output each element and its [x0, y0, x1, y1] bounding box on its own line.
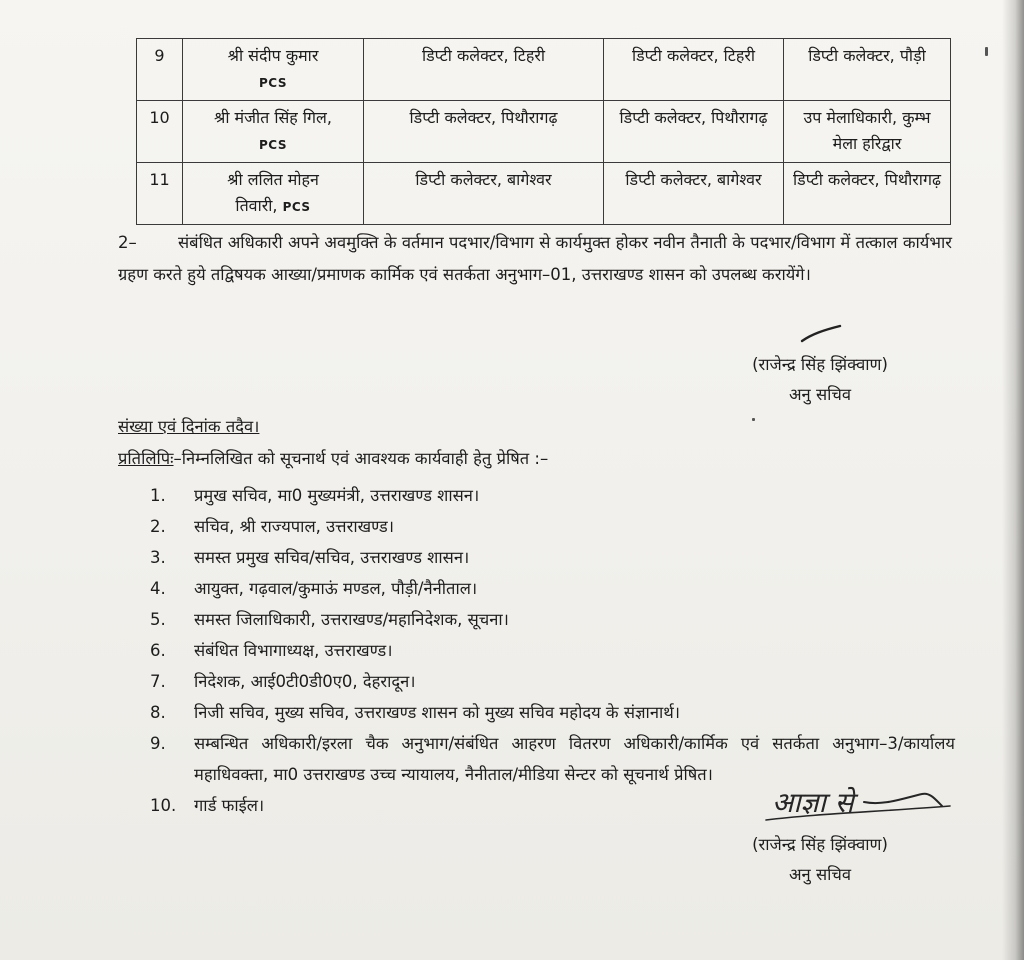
present-post: डिप्टी कलेक्टर, पिथौरागढ़	[409, 108, 558, 127]
signature-block-1	[720, 350, 920, 410]
list-text: प्रमुख सचिव, मा0 मुख्यमंत्री, उत्तराखण्ड शासन।	[194, 486, 480, 505]
list-text: निजी सचिव, मुख्य सचिव, उत्तराखण्ड शासन को मुख्य सचिव महोदय के संज्ञानार्थ।	[194, 703, 681, 722]
new-posting: डिप्टी कलेक्टर, पिथौरागढ़	[793, 170, 941, 189]
handwritten-signature	[764, 776, 954, 826]
serial-number: 11	[149, 170, 170, 189]
list-number: 1.	[150, 486, 166, 505]
list-text: संबंधित विभागाध्यक्ष, उत्तराखण्ड।	[194, 641, 393, 660]
officer-name: श्री मंजीत सिंह गिल,	[214, 108, 332, 127]
officer-name: श्री संदीप कुमार	[227, 46, 319, 65]
officer-name: श्री ललित मोहन	[227, 170, 319, 189]
new-posting-cell	[784, 39, 951, 101]
current-post-cell	[604, 39, 784, 101]
page-edge-shadow	[1002, 0, 1024, 960]
speck	[752, 418, 755, 421]
serial-number-cell	[137, 101, 183, 163]
current-post-cell	[604, 163, 784, 225]
cadre-label: PCS	[259, 138, 287, 152]
list-text: निदेशक, आई0टी0डी0ए0, देहरादून।	[194, 672, 416, 691]
list-item	[150, 511, 955, 542]
table-row	[137, 39, 951, 101]
number-date-line	[118, 414, 259, 437]
signatory-designation: अनु सचिव	[788, 385, 852, 404]
serial-number-cell	[137, 39, 183, 101]
cadre-label: PCS	[282, 200, 311, 214]
current-post: डिप्टी कलेक्टर, बागेश्वर	[625, 170, 762, 189]
list-item	[150, 573, 955, 604]
list-number: 7.	[150, 672, 166, 691]
list-text: सचिव, श्री राज्यपाल, उत्तराखण्ड।	[194, 517, 395, 536]
list-number: 5.	[150, 610, 166, 629]
list-text: समस्त जिलाधिकारी, उत्तराखण्ड/महानिदेशक, सूचना।	[194, 610, 509, 629]
present-post-cell	[364, 101, 604, 163]
new-posting: उप मेलाधिकारी, कुम्भ मेला हरिद्वार	[803, 108, 931, 153]
list-number: 8.	[150, 703, 166, 722]
list-item	[150, 542, 955, 573]
list-number: 3.	[150, 548, 166, 567]
signatory-designation: अनु सचिव	[788, 865, 852, 884]
signatory-name: (राजेन्द्र सिंह झिंक्वाण)	[752, 835, 888, 854]
list-item	[150, 480, 955, 511]
paragraph-text: संबंधित अधिकारी अपने अवमुक्ति के वर्तमान पदभार/विभाग से कार्यमुक्त होकर नवीन तैनाती के पदभार/विभाग में तत्काल कार्यभार ग्रहण करते हुये तद्विषयक आख्या/प्रमाणक कार्मिक एवं सतर्कता अनुभाग–01, उत्तराखण्ड शासन को उपलब्ध करायेंगे।	[118, 233, 952, 284]
list-text: गार्ड फाईल।	[194, 796, 265, 815]
new-posting-cell	[784, 163, 951, 225]
list-text: आयुक्त, गढ़वाल/कुमाऊं मण्डल, पौड़ी/नैनीताल।	[194, 579, 478, 598]
current-post-cell	[604, 101, 784, 163]
speck	[985, 47, 988, 56]
list-text: सम्बन्धित अधिकारी/इरला चैक अनुभाग/संबंधित आहरण वितरण अधिकारी/कार्मिक एवं सतर्कता अनुभाग–3/कार्यालय महाधिवक्ता, मा0 उत्तराखण्ड उच्च न्यायालय, नैनीताल/मीडिया सेन्टर को सूचनार्थ प्रेषित।	[194, 734, 955, 784]
officer-name-cell	[183, 163, 364, 225]
list-item	[150, 666, 955, 697]
officer-name-cell	[183, 101, 364, 163]
initial-signature-stroke	[800, 322, 844, 344]
copy-recipients-list	[150, 480, 955, 821]
signatory-name: (राजेन्द्र सिंह झिंक्वाण)	[752, 355, 888, 374]
copy-to-label: प्रतिलिपिः	[118, 449, 174, 468]
new-posting: डिप्टी कलेक्टर, पौड़ी	[808, 46, 926, 65]
list-item	[150, 697, 955, 728]
officer-name-cont: तिवारी,	[235, 196, 278, 215]
list-number: 10.	[150, 796, 177, 815]
new-posting-cell	[784, 101, 951, 163]
list-number: 2.	[150, 517, 166, 536]
paragraph-2	[118, 227, 952, 291]
list-number: 4.	[150, 579, 166, 598]
table-row	[137, 101, 951, 163]
officer-name-cont-line	[189, 69, 357, 96]
cadre-label: PCS	[259, 76, 287, 90]
present-post: डिप्टी कलेक्टर, टिहरी	[421, 46, 546, 65]
number-date-text: संख्या एवं दिनांक तदैव।	[118, 417, 260, 436]
list-number: 9.	[150, 734, 166, 753]
officer-name-cell	[183, 39, 364, 101]
signature-block-2	[720, 830, 920, 890]
copy-to-text: –निम्नलिखित को सूचनार्थ एवं आवश्यक कार्यवाही हेतु प्रेषित :–	[173, 449, 549, 468]
list-text: समस्त प्रमुख सचिव/सचिव, उत्तराखण्ड शासन।	[194, 548, 470, 567]
serial-number-cell	[137, 163, 183, 225]
present-post-cell	[364, 39, 604, 101]
list-item	[150, 635, 955, 666]
list-number: 6.	[150, 641, 166, 660]
serial-number: 10	[149, 108, 170, 127]
svg-text:आज्ञा से: आज्ञा से	[772, 786, 854, 819]
officer-name-cont-line	[189, 131, 357, 158]
serial-number: 9	[154, 46, 165, 65]
current-post: डिप्टी कलेक्टर, टिहरी	[631, 46, 756, 65]
table-row	[137, 163, 951, 225]
paragraph-number: 2–	[118, 233, 137, 252]
officer-name-cont-line	[189, 193, 357, 220]
copy-to-line	[118, 446, 548, 469]
list-item	[150, 604, 955, 635]
present-post: डिप्टी कलेक्टर, बागेश्वर	[415, 170, 552, 189]
present-post-cell	[364, 163, 604, 225]
current-post: डिप्टी कलेक्टर, पिथौरागढ़	[619, 108, 768, 127]
officer-transfer-table	[136, 38, 951, 225]
